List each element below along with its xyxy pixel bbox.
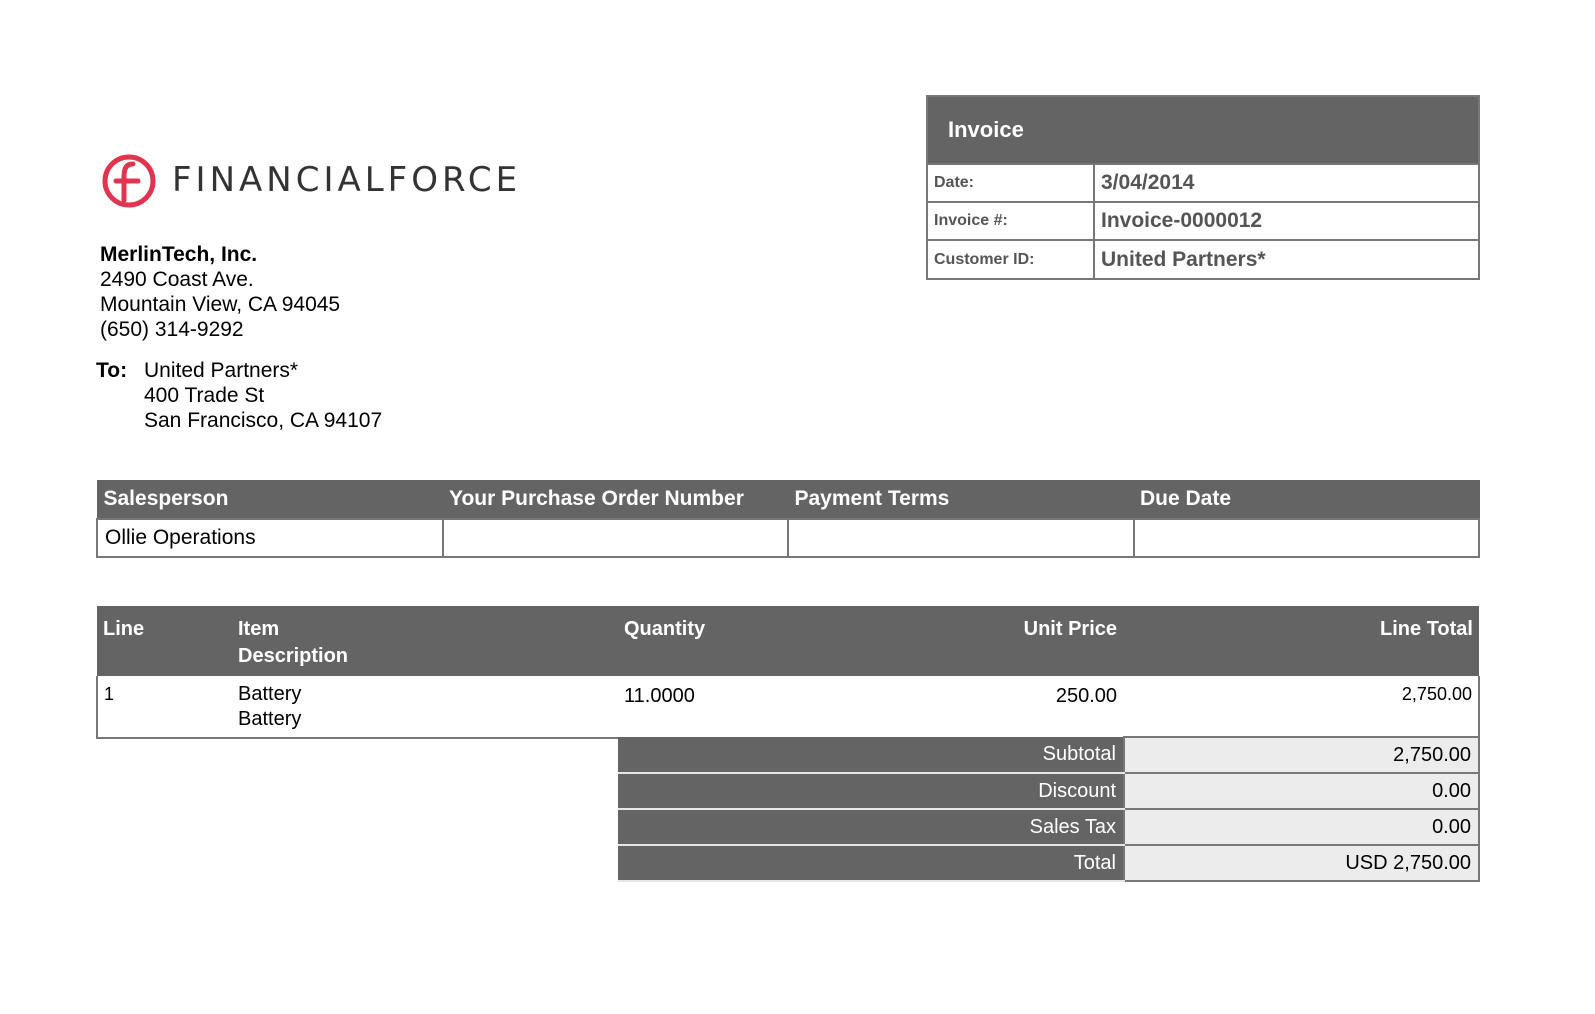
line-items-table <box>96 606 1480 739</box>
quantity-value: 11.0000 <box>618 676 893 738</box>
bill-to-address-line2: San Francisco, CA 94107 <box>144 409 383 432</box>
sales-tax-label: Sales Tax <box>618 809 1124 845</box>
unit-price-header: Unit Price <box>893 606 1123 676</box>
unit-price-value: 250.00 <box>893 676 1123 738</box>
item-description: Battery <box>238 708 302 730</box>
company-name: MerlinTech, Inc. <box>100 243 258 266</box>
bill-to-address-line1: 400 Trade St <box>144 384 265 407</box>
invoice-number-label: Invoice #: <box>928 202 1094 240</box>
due-date-header: Due Date <box>1134 481 1480 519</box>
item-description-header <box>232 606 618 676</box>
discount-value: 0.00 <box>1124 773 1479 809</box>
due-date-value <box>1134 519 1480 557</box>
item-name: Battery <box>238 683 302 705</box>
bill-to-name: United Partners* <box>144 359 299 382</box>
invoice-summary-box <box>926 95 1480 280</box>
sales-tax-value: 0.00 <box>1124 809 1479 845</box>
purchase-order-header: Your Purchase Order Number <box>443 481 789 519</box>
subtotal-label: Subtotal <box>618 737 1124 773</box>
item-cell <box>232 676 618 738</box>
company-address <box>100 242 340 342</box>
total-label: Total <box>618 845 1124 881</box>
company-phone: (650) 314-9292 <box>100 318 244 341</box>
invoice-number: Invoice-0000012 <box>1094 202 1478 240</box>
invoice-date-label: Date: <box>928 164 1094 202</box>
discount-label: Discount <box>618 773 1124 809</box>
line-total-value: 2,750.00 <box>1123 676 1479 738</box>
line-header: Line <box>97 606 232 676</box>
line-total-header: Line Total <box>1123 606 1479 676</box>
totals-table <box>618 736 1480 882</box>
company-address-line1: 2490 Coast Ave. <box>100 268 254 291</box>
company-address-line2: Mountain View, CA 94045 <box>100 293 341 316</box>
customer-id: United Partners* <box>1094 240 1478 278</box>
table-row <box>97 676 1479 738</box>
payment-terms-header: Payment Terms <box>788 481 1134 519</box>
financialforce-logo-icon <box>100 152 158 210</box>
item-header: Item <box>238 618 280 640</box>
invoice-date: 3/04/2014 <box>1094 164 1478 202</box>
line-number: 1 <box>97 676 232 738</box>
customer-id-label: Customer ID: <box>928 240 1094 278</box>
quantity-header: Quantity <box>618 606 893 676</box>
salesperson-header: Salesperson <box>97 481 443 519</box>
purchase-order-value <box>443 519 789 557</box>
payment-terms-value <box>788 519 1134 557</box>
subtotal-value: 2,750.00 <box>1124 737 1479 773</box>
sales-info-table <box>96 480 1480 558</box>
description-header: Description <box>238 645 349 667</box>
invoice-title: Invoice <box>928 97 1478 163</box>
salesperson-value: Ollie Operations <box>97 519 443 557</box>
company-logo <box>100 152 570 212</box>
logo-wordmark: FINANCIALFORCE <box>172 160 522 200</box>
bill-to-label: To: <box>96 359 128 382</box>
total-value: USD 2,750.00 <box>1124 845 1479 881</box>
